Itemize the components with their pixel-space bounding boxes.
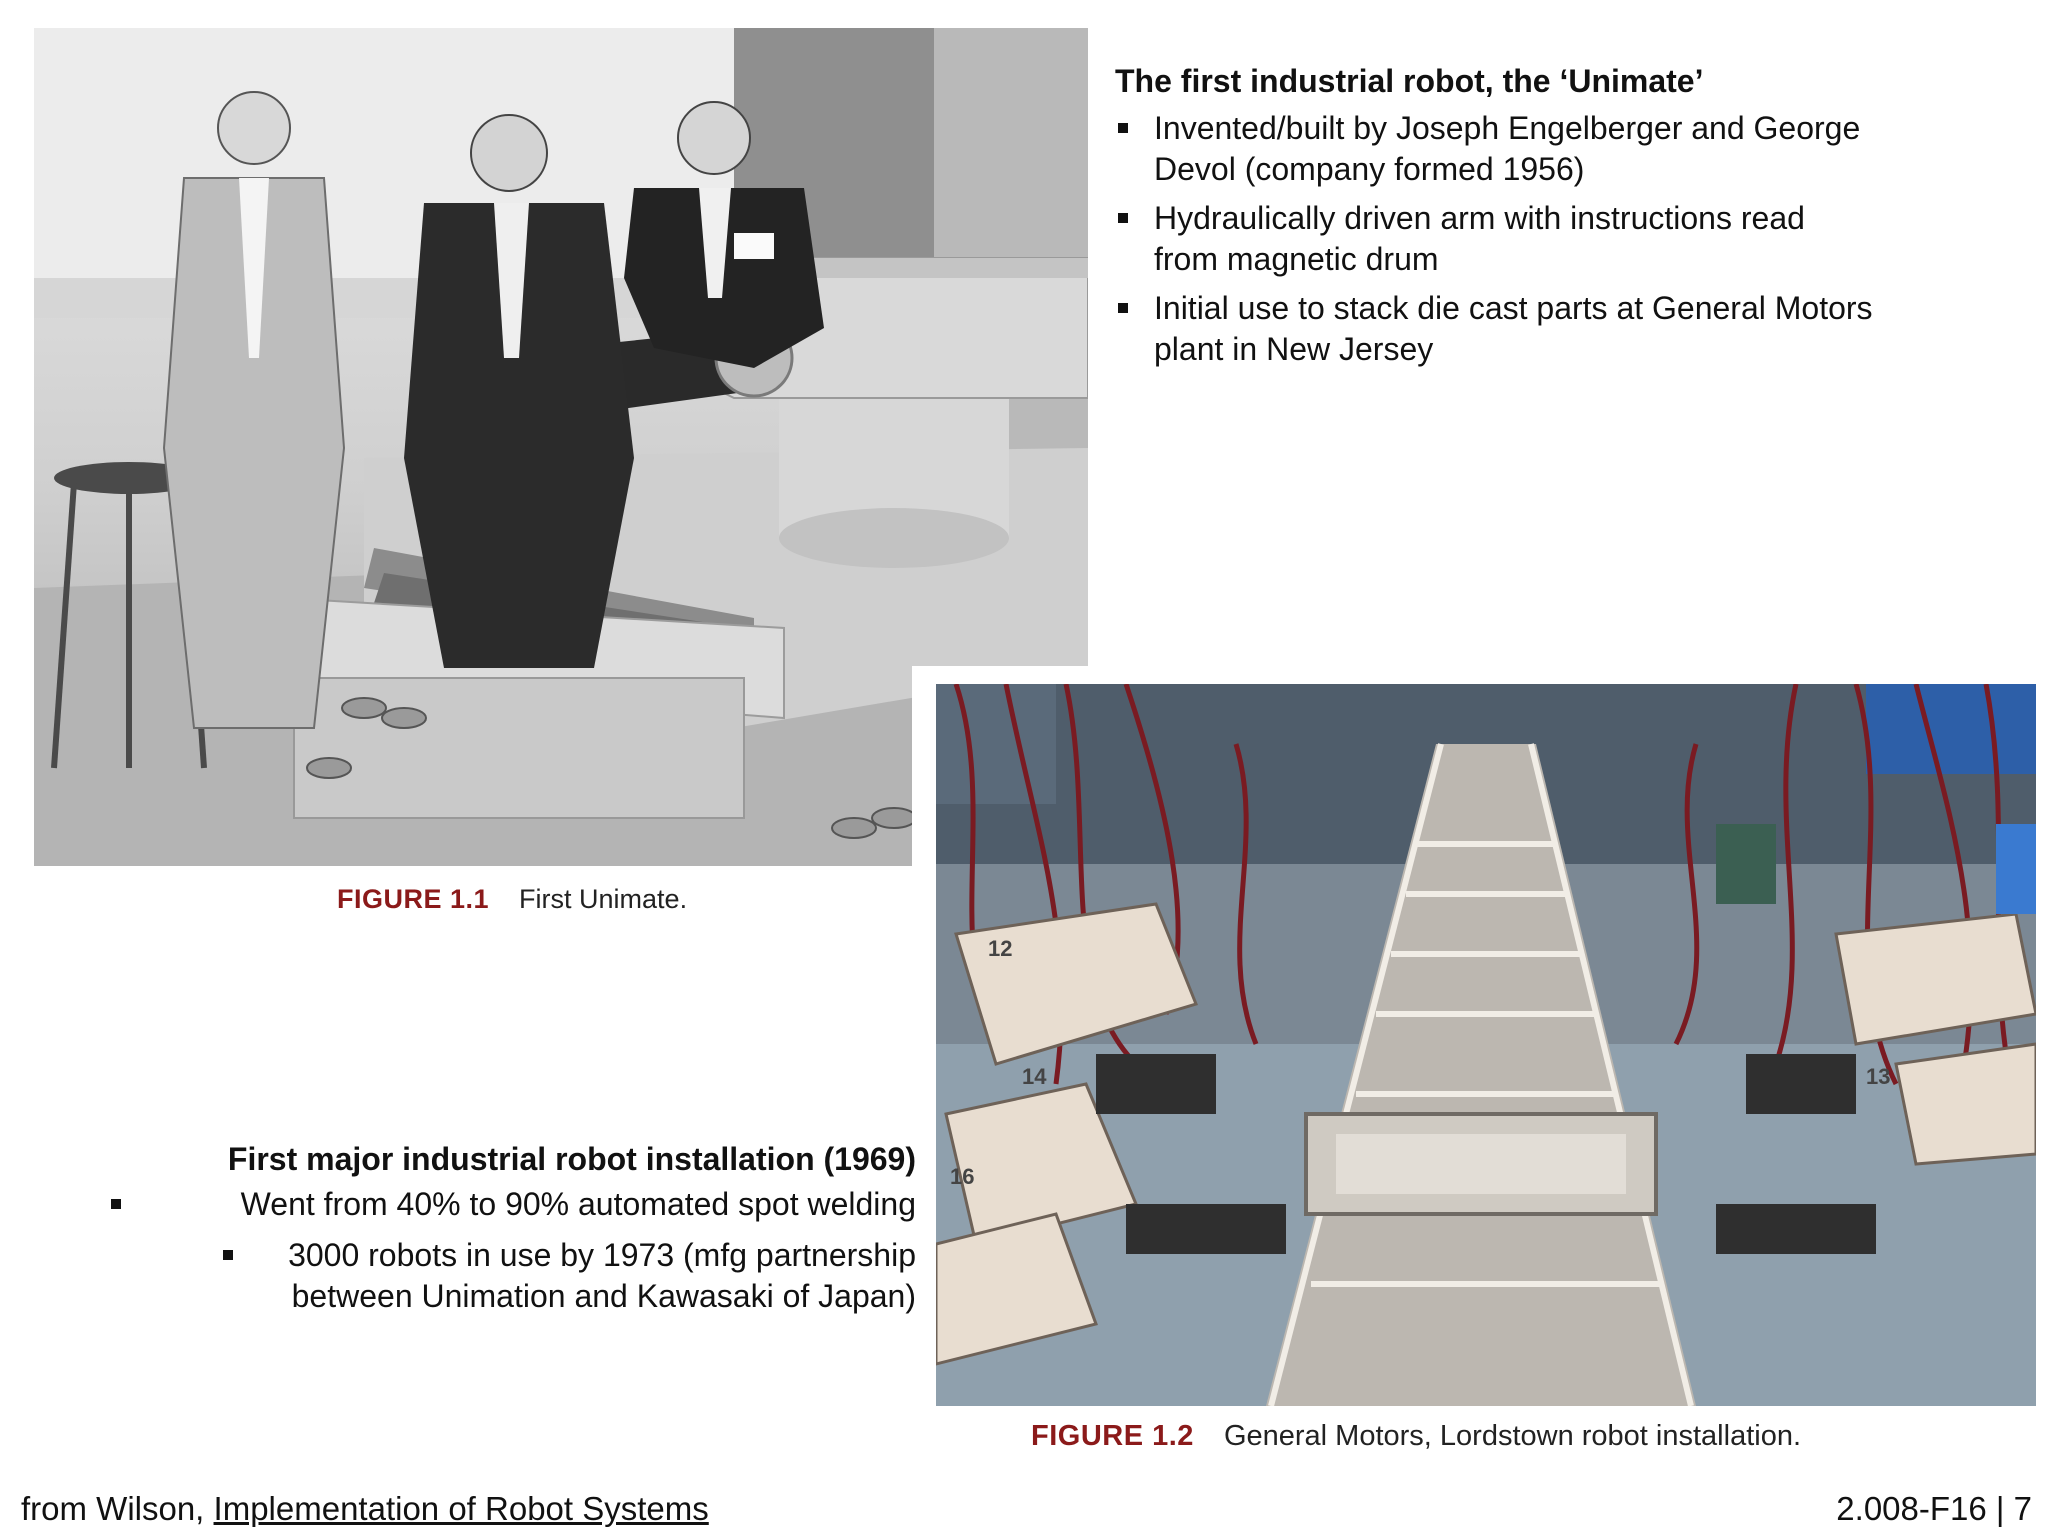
unimate-bullet-list: [1115, 108, 1875, 370]
bullet-square-icon: [111, 1199, 121, 1209]
robot-number-16: 16: [950, 1164, 975, 1189]
slide-number: 2.008-F16 | 7: [1836, 1490, 2032, 1527]
figure-1-2-label: FIGURE 1.2: [1031, 1420, 1194, 1452]
bullet-square-icon: [223, 1250, 233, 1260]
installation-bullet-1: [96, 1184, 916, 1225]
figure-1-1-caption: [337, 884, 687, 915]
bullet-square-icon: [1118, 303, 1128, 313]
figure-1-2-caption: [1031, 1420, 1801, 1453]
bullet-square-icon: [1118, 213, 1128, 223]
installation-text-block: [96, 1136, 916, 1317]
robot-number-12: 12: [988, 936, 1013, 961]
unimate-bullet-2: [1115, 198, 1875, 280]
installation-bullet-1-text: Went from 40% to 90% automated spot welding: [240, 1186, 916, 1222]
figure-1-2-text: General Motors, Lordstown robot installation.: [1223, 1420, 1802, 1452]
installation-bullet-2-line-1: 3000 robots in use by 1973 (mfg partnership: [288, 1237, 916, 1273]
source-prefix: from Wilson,: [21, 1490, 214, 1527]
lordstown-photo-illustration: [936, 684, 2036, 1406]
bullet-square-icon: [1118, 123, 1128, 133]
unimate-bullet-1-text: Invented/built by Joseph Engelberger and George Devol (company formed 1956): [1154, 110, 1861, 187]
robot-number-14: 14: [1022, 1064, 1047, 1089]
source-citation: [21, 1490, 709, 1528]
figure-1-1-text: First Unimate.: [519, 884, 688, 914]
unimate-bullet-1: [1115, 108, 1875, 190]
robot-number-13: 13: [1866, 1064, 1891, 1089]
unimate-bullet-2-text: Hydraulically driven arm with instructions read from magnetic drum: [1154, 200, 1805, 277]
installation-bullet-2: [96, 1235, 916, 1317]
installation-bullet-2-line-2: between Unimation and Kawasaki of Japan): [291, 1278, 916, 1314]
installation-heading: First major industrial robot installation (1969): [227, 1141, 916, 1177]
unimate-heading: The first industrial robot, the ‘Unimate’: [1115, 63, 1704, 99]
unimate-bullet-3: [1115, 288, 1875, 370]
unimate-text-block: [1115, 58, 1875, 378]
unimate-bullet-3-text: Initial use to stack die cast parts at General Motors plant in New Jersey: [1154, 290, 1873, 367]
source-book-title: Implementation of Robot Systems: [213, 1490, 709, 1527]
figure-1-1-label: FIGURE 1.1: [337, 884, 490, 914]
lordstown-photo: [936, 684, 2036, 1406]
